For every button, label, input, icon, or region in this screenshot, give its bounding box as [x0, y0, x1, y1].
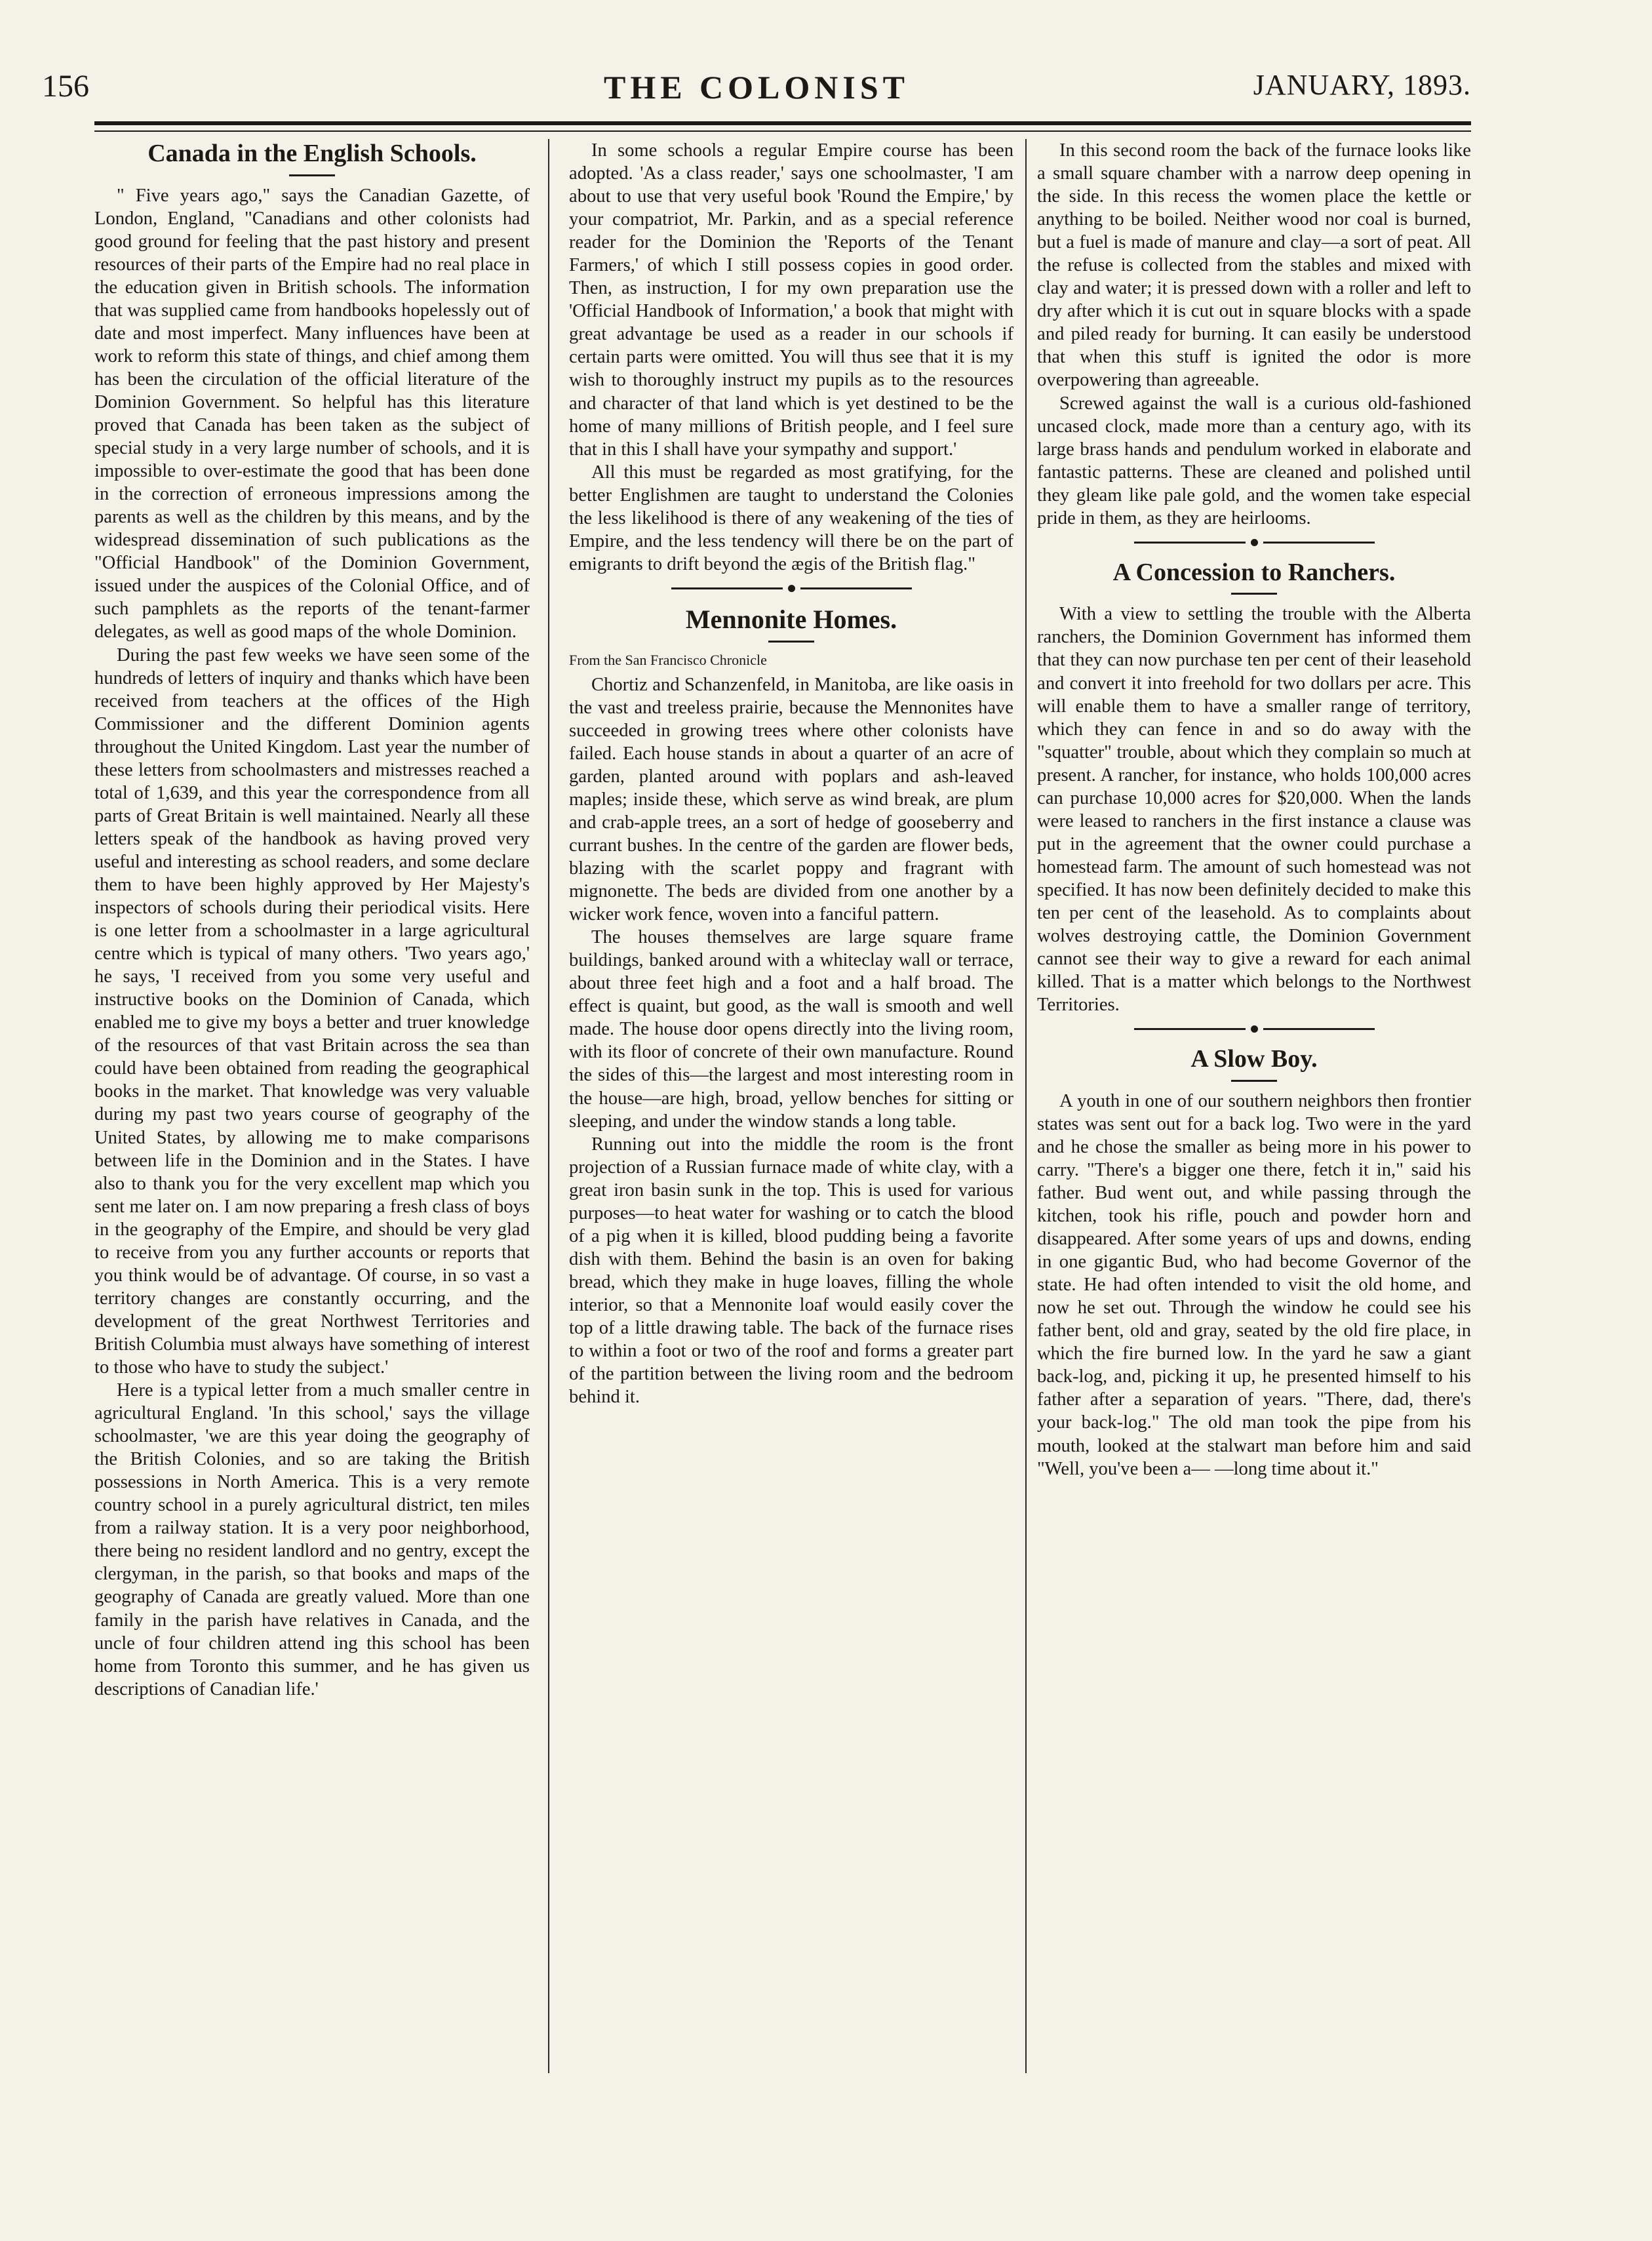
column-2: [569, 139, 1013, 1408]
column-1: [94, 139, 530, 1701]
article-paragraph: Chortiz and Schanzenfeld, in Manitoba, are like oasis in the vast and treeless prairie, because the Mennonites have succeeded in growing trees where other colonists have failed. Each house stands in about a quarter of an acre of garden, planted around with poplars and ash-leaved maples; inside these, which serve as wind break, are plum and crab-apple trees, an a sort of hedge of gooseberry and currant bushes. In the centre of the garden are flower beds, blazing with the scarlet poppy and fragrant with mignonette. The beds are divided from one another by a wicker work fence, woven into a fanciful pattern.: [569, 674, 1013, 925]
article-headline: A Concession to Ranchers.: [1112, 558, 1396, 586]
section-ornament: [569, 585, 1013, 592]
header-rule-thick: [94, 121, 1471, 125]
column-3: [1037, 139, 1471, 1480]
headline-rule: [1231, 593, 1277, 595]
article-paragraph: A youth in one of our southern neighbors then frontier states was sent out for a back log. Two were in the yard and he chose the smaller as being more in his power to carry. "There's a bigger one there, fetch it in," said his father. Bud went out, and while passing through the kitchen, took his rifle, pouch and powder horn and disappeared. After some years of ups and downs, ending in one gigantic Bud, who had become Governor of the state. He had often intended to visit the old home, and now he set out. Through the window he could see his father bent, old and gray, seated by the old fire place, in which the fire burned low. In the yard he saw a giant back-log, and, picking it up, he presented himself to his father after a separation of years. "There, dad, there's your back-log." The old man took the pipe from his mouth, looked at the stalwart man before him and said "Well, you've been a— —long time about it.": [1037, 1090, 1471, 1479]
article-paragraph: Here is a typical letter from a much smaller centre in agricultural England. 'In this school,' says the village schoolmaster, 'we are this year doing the geography of the British Colonies, and so are taking the British possessions in North America. This is a very remote country school in a purely agricultural district, ten miles from a railway station. It is a very poor neighborhood, there being no resident landlord and no gentry, except the clergyman, in the parish, so that books and maps of the geography of Canada are greatly valued. More than one family in the parish have relatives in Canada, and the uncle of four children attend ing this school has been home from Toronto this summer, and he has given us descriptions of Canadian life.': [94, 1380, 530, 1699]
headline-rule: [1231, 1080, 1277, 1082]
article-source: From the San Francisco Chronicle: [569, 651, 767, 668]
page-header: [42, 68, 1471, 111]
header-rule-thin: [94, 130, 1471, 132]
article-paragraph: All this must be regarded as most gratifying, for the better Englishmen are taught to understand the Colonies the less likelihood is there of any weakening of the ties of Empire, and the less tendency will there be on the part of emigrants to drift beyond the ægis of the British flag.": [569, 462, 1013, 574]
article-paragraph: Screwed against the wall is a curious old-fashioned uncased clock, made more than a century ago, with its large brass hands and pendulum worked in elaborate and fantastic patterns. These are cleaned and polished until they gleam like pale gold, and the women take especial pride in them, as they are heirlooms.: [1037, 393, 1471, 528]
article-headline: Canada in the English Schools.: [148, 140, 477, 167]
article-paragraph: " Five years ago," says the Canadian Gazette, of London, England, "Canadians and other colonists had good ground for feeling that the past history and present resources of their parts of the Empire had no real place in the education given in British schools. The information that was supplied came from handbooks hopelessly out of date and most imperfect. Many influences have been at work to reform this state of things, and chief among them has been the circulation of the official literature of the Dominion Government. So helpful has this literature proved that Canada has been taken as the subject of special study in a very large number of schools, and it is impossible to over-estimate the good that has been done in the correction of erroneous impressions among the parents as well as the children by this means, and by the widespread dissemination of such publications as the "Official Handbook" of the Dominion Government, issued under the auspices of the Colonial Office, and of such pamphlets as the reports of the tenant-farmer delegates, as well as good maps of the whole Dominion.: [94, 185, 530, 643]
article-headline: A Slow Boy.: [1190, 1045, 1318, 1073]
article-paragraph: During the past few weeks we have seen some of the hundreds of letters of inquiry and thanks which have been received from teachers at the offices of the High Commissioner and the different Dominion agents throughout the United Kingdom. Last year the number of these letters from schoolmasters and mistresses reached a total of 1,639, and this year the correspondence from all parts of Great Britain is well maintained. Nearly all these letters speak of the handbook as having proved very useful and interesting as school readers, and some declare them to have been highly approved by Her Majesty's inspectors of schools during their periodical visits. Here is one letter from a schoolmaster in a large agricultural centre which is typical of many others. 'Two years ago,' he says, 'I received from you some very useful and instructive books on the Dominion of Canada, which enabled me to give my boys a better and truer knowledge of the resources of that vast Britain across the sea than could have been obtained from reading the geographical books in the market. That knowledge was very valuable during my past two years course of geography of the United States, by allowing me to make comparisons between life in the Dominion and in the States. I have also to thank you for the very excellent map which you sent me later on. I am now preparing a fresh class of boys in the geography of the Empire, and should be very glad to receive from you any further accounts or reports that you think would be of advantage. Of course, in so vast a territory changes are constantly occurring, and the development of the great Northwest Territories and British Columbia must always have something of interest to those who have to study the subject.': [94, 645, 530, 1378]
masthead-title: THE COLONIST: [603, 69, 910, 106]
article-paragraph: Running out into the middle the room is the front projection of a Russian furnace made of white clay, with a great iron basin sunk in the top. This is used for various purposes—to heat water for washing or to catch the blood of a pig when it is killed, blood pudding being a favorite dish with them. Behind the basin is an oven for baking bread, which they make in huge loaves, filling the whole interior, so that a Mennonite loaf would easily cover the top of a little drawing table. The back of the furnace rises to within a foot or two of the roof and forms a greater part of the partition between the living room and the bedroom behind it.: [569, 1134, 1013, 1408]
issue-date: JANUARY, 1893.: [1253, 69, 1471, 101]
section-ornament: [1037, 1025, 1471, 1033]
headline-rule: [289, 174, 335, 176]
article-paragraph: In some schools a regular Empire course has been adopted. 'As a class reader,' says one schoolmaster, 'I am about to use that very useful book 'Round the Empire,' by your compatriot, Mr. Parkin, and as a special reference reader for the Dominion the 'Reports of the Tenant Farmers,' of which I still possess copies in good order. Then, as instruction, I for my own preparation use the 'Official Handbook of Information,' a book that might with great advantage be used as a reader in our schools if certain parts were omitted. You will thus see that it is my wish to thoroughly instruct my pupils as to the resources and character of that land which is yet destined to be the home of many millions of British people, and I feel sure that in this I shall have your sympathy and support.': [569, 140, 1013, 460]
column-divider: [548, 139, 549, 2073]
article-paragraph: The houses themselves are large square frame buildings, banked around with a whiteclay wall or terrace, about three feet high and a foot and a half broad. The effect is quaint, but good, as the wall is smooth and well made. The house door opens directly into the living room, with its floor of concrete of their own manufacture. Round the sides of this—the largest and most interesting room in the house—are high, broad, yellow benches for sitting or sleeping, and under the window stands a long table.: [569, 927, 1013, 1132]
page-number: 156: [42, 69, 89, 104]
article-paragraph: With a view to settling the trouble with the Alberta ranchers, the Dominion Government has informed them that they can now purchase ten per cent of their leasehold and convert it into freehold for two dollars per acre. This will enable them to have a smaller range of territory, which they can fence in and so do away with the "squatter" trouble, about which they complain so much at present. A rancher, for instance, who holds 100,000 acres can purchase 10,000 acres for $20,000. When the lands were leased to ranchers in the first instance a clause was put in the agreement that the owner could purchase a homestead farm. The amount of such homestead was not specified. It has now been definitely decided to make this ten per cent of the leasehold. As to complaints about wolves destroying cattle, the Dominion Government cannot see their way to give a reward for each animal killed. That is a matter which belongs to the Northwest Territories.: [1037, 604, 1471, 1016]
article-headline: Mennonite Homes.: [685, 604, 897, 634]
column-divider: [1025, 139, 1027, 2073]
headline-rule: [768, 641, 814, 643]
section-ornament: [1037, 539, 1471, 546]
article-paragraph: In this second room the back of the furnace looks like a small square chamber with a narrow deep opening in the side. In this recess the women place the kettle or anything to be boiled. Neither wood nor coal is burned, but a fuel is made of manure and clay—a sort of peat. All the refuse is collected from the stables and mixed with clay and water; it is pressed down with a roller and left to dry after which it is cut out in square blocks with a spade and piled ready for burning. It can easily be understood that when this stuff is ignited the odor is more overpowering than agreeable.: [1037, 140, 1471, 391]
